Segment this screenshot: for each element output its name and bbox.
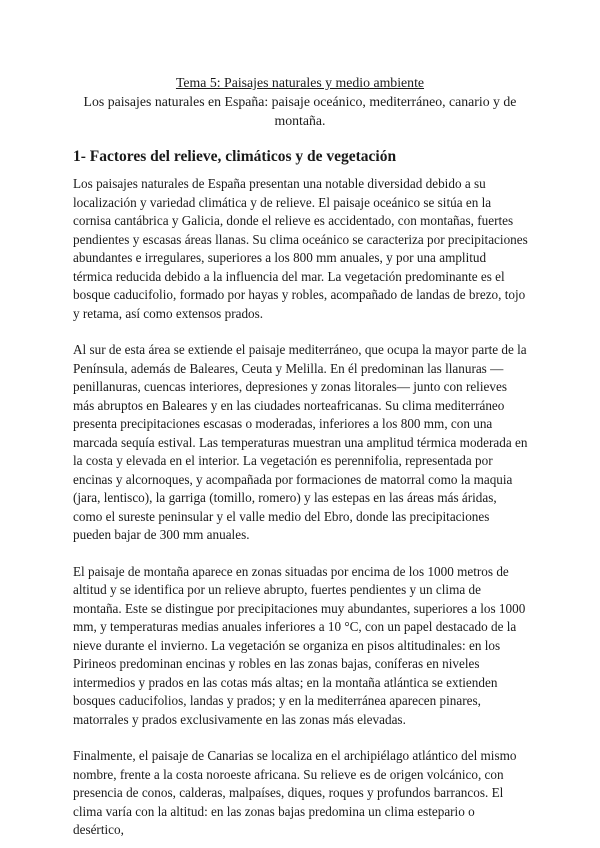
paragraph-mediterranean: Al sur de esta área se extiende el paisaje mediterráneo, que ocupa la mayor parte de la Península, además de Baleares, Ceuta y Melilla. En él predominan las llanuras —penillanuras, cuencas interiores, depresiones y zonas litorales— junto con relieves más abruptos en Baleares y en las ciudades norteafricanas. Su clima mediterráneo presenta precipitaciones escasas o moderadas, inferiores a los 800 mm, con una marcada sequía estival. Las temperaturas muestran una amplitud térmica moderada en la costa y elevada en el interior. La vegetación es perennifolia, representada por encinas y alcornoques, y acompañada por formaciones de matorral como la maquia (jara, lentisco), la garriga (tomillo, romero) y las estepas en las áreas más áridas, como el sureste peninsular y el valle medio del Ebro, donde las precipitaciones pueden bajar de 300 mm anuales. bbox=[73, 342, 528, 542]
document-header bbox=[60, 73, 540, 130]
section-heading: 1- Factores del relieve, climáticos y de vegetación bbox=[73, 148, 397, 165]
paragraph-canary: Finalmente, el paisaje de Canarias se localiza en el archipiélago atlántico del mismo nombre, frente a la costa noroeste africana. Su relieve es de origen volcánico, con presencia de conos, calderas, malpaíses, diques, roques y profundos barrancos. El clima varía con la altitud: en las zonas bajas predomina un clima estepario o desértico, bbox=[73, 748, 517, 837]
paragraph-oceanic: Los paisajes naturales de España presentan una notable diversidad debido a su localización y variedad climática y de relieve. El paisaje oceánico se sitúa en la cornisa cantábrica y Galicia, donde el relieve es accidentado, con montañas, fuertes pendientes y escasas áreas llanas. Su clima oceánico se caracteriza por precipitaciones abundantes e irregulares, superiores a los 800 mm anuales, y por una amplitud térmica reducida debido a la influencia del mar. La vegetación predominante es el bosque caducifolio, formado por hayas y robles, acompañado de landas de brezo, tojo y retama, así como extensos prados. bbox=[73, 176, 528, 321]
document-subtitle: Los paisajes naturales en España: paisaje oceánico, mediterráneo, canario y de montaña. bbox=[83, 94, 517, 128]
paragraph-mountain: El paisaje de montaña aparece en zonas situadas por encima de los 1000 metros de altitud y se identifica por un relieve abrupto, fuertes pendientes y un clima de montaña. Este se distingue por precipitaciones muy abundantes, superiores a los 1000 mm, y temperaturas medias anuales inferiores a 10 °C, con un papel destacado de la nieve durante el invierno. La vegetación se organiza en pisos altitudinales: en los Pirineos predominan encinas y robles en las zonas bajas, coníferas en niveles intermedios y prados en las cotas más altas; en la montaña atlántica se extienden bosques caducifolios, landas y prados; y en la mediterránea aparecen pinares, matorrales y prados exclusivamente en las zonas más elevadas. bbox=[73, 563, 526, 727]
document-body bbox=[73, 175, 528, 848]
document-title: Tema 5: Paisajes naturales y medio ambiente bbox=[175, 75, 425, 90]
